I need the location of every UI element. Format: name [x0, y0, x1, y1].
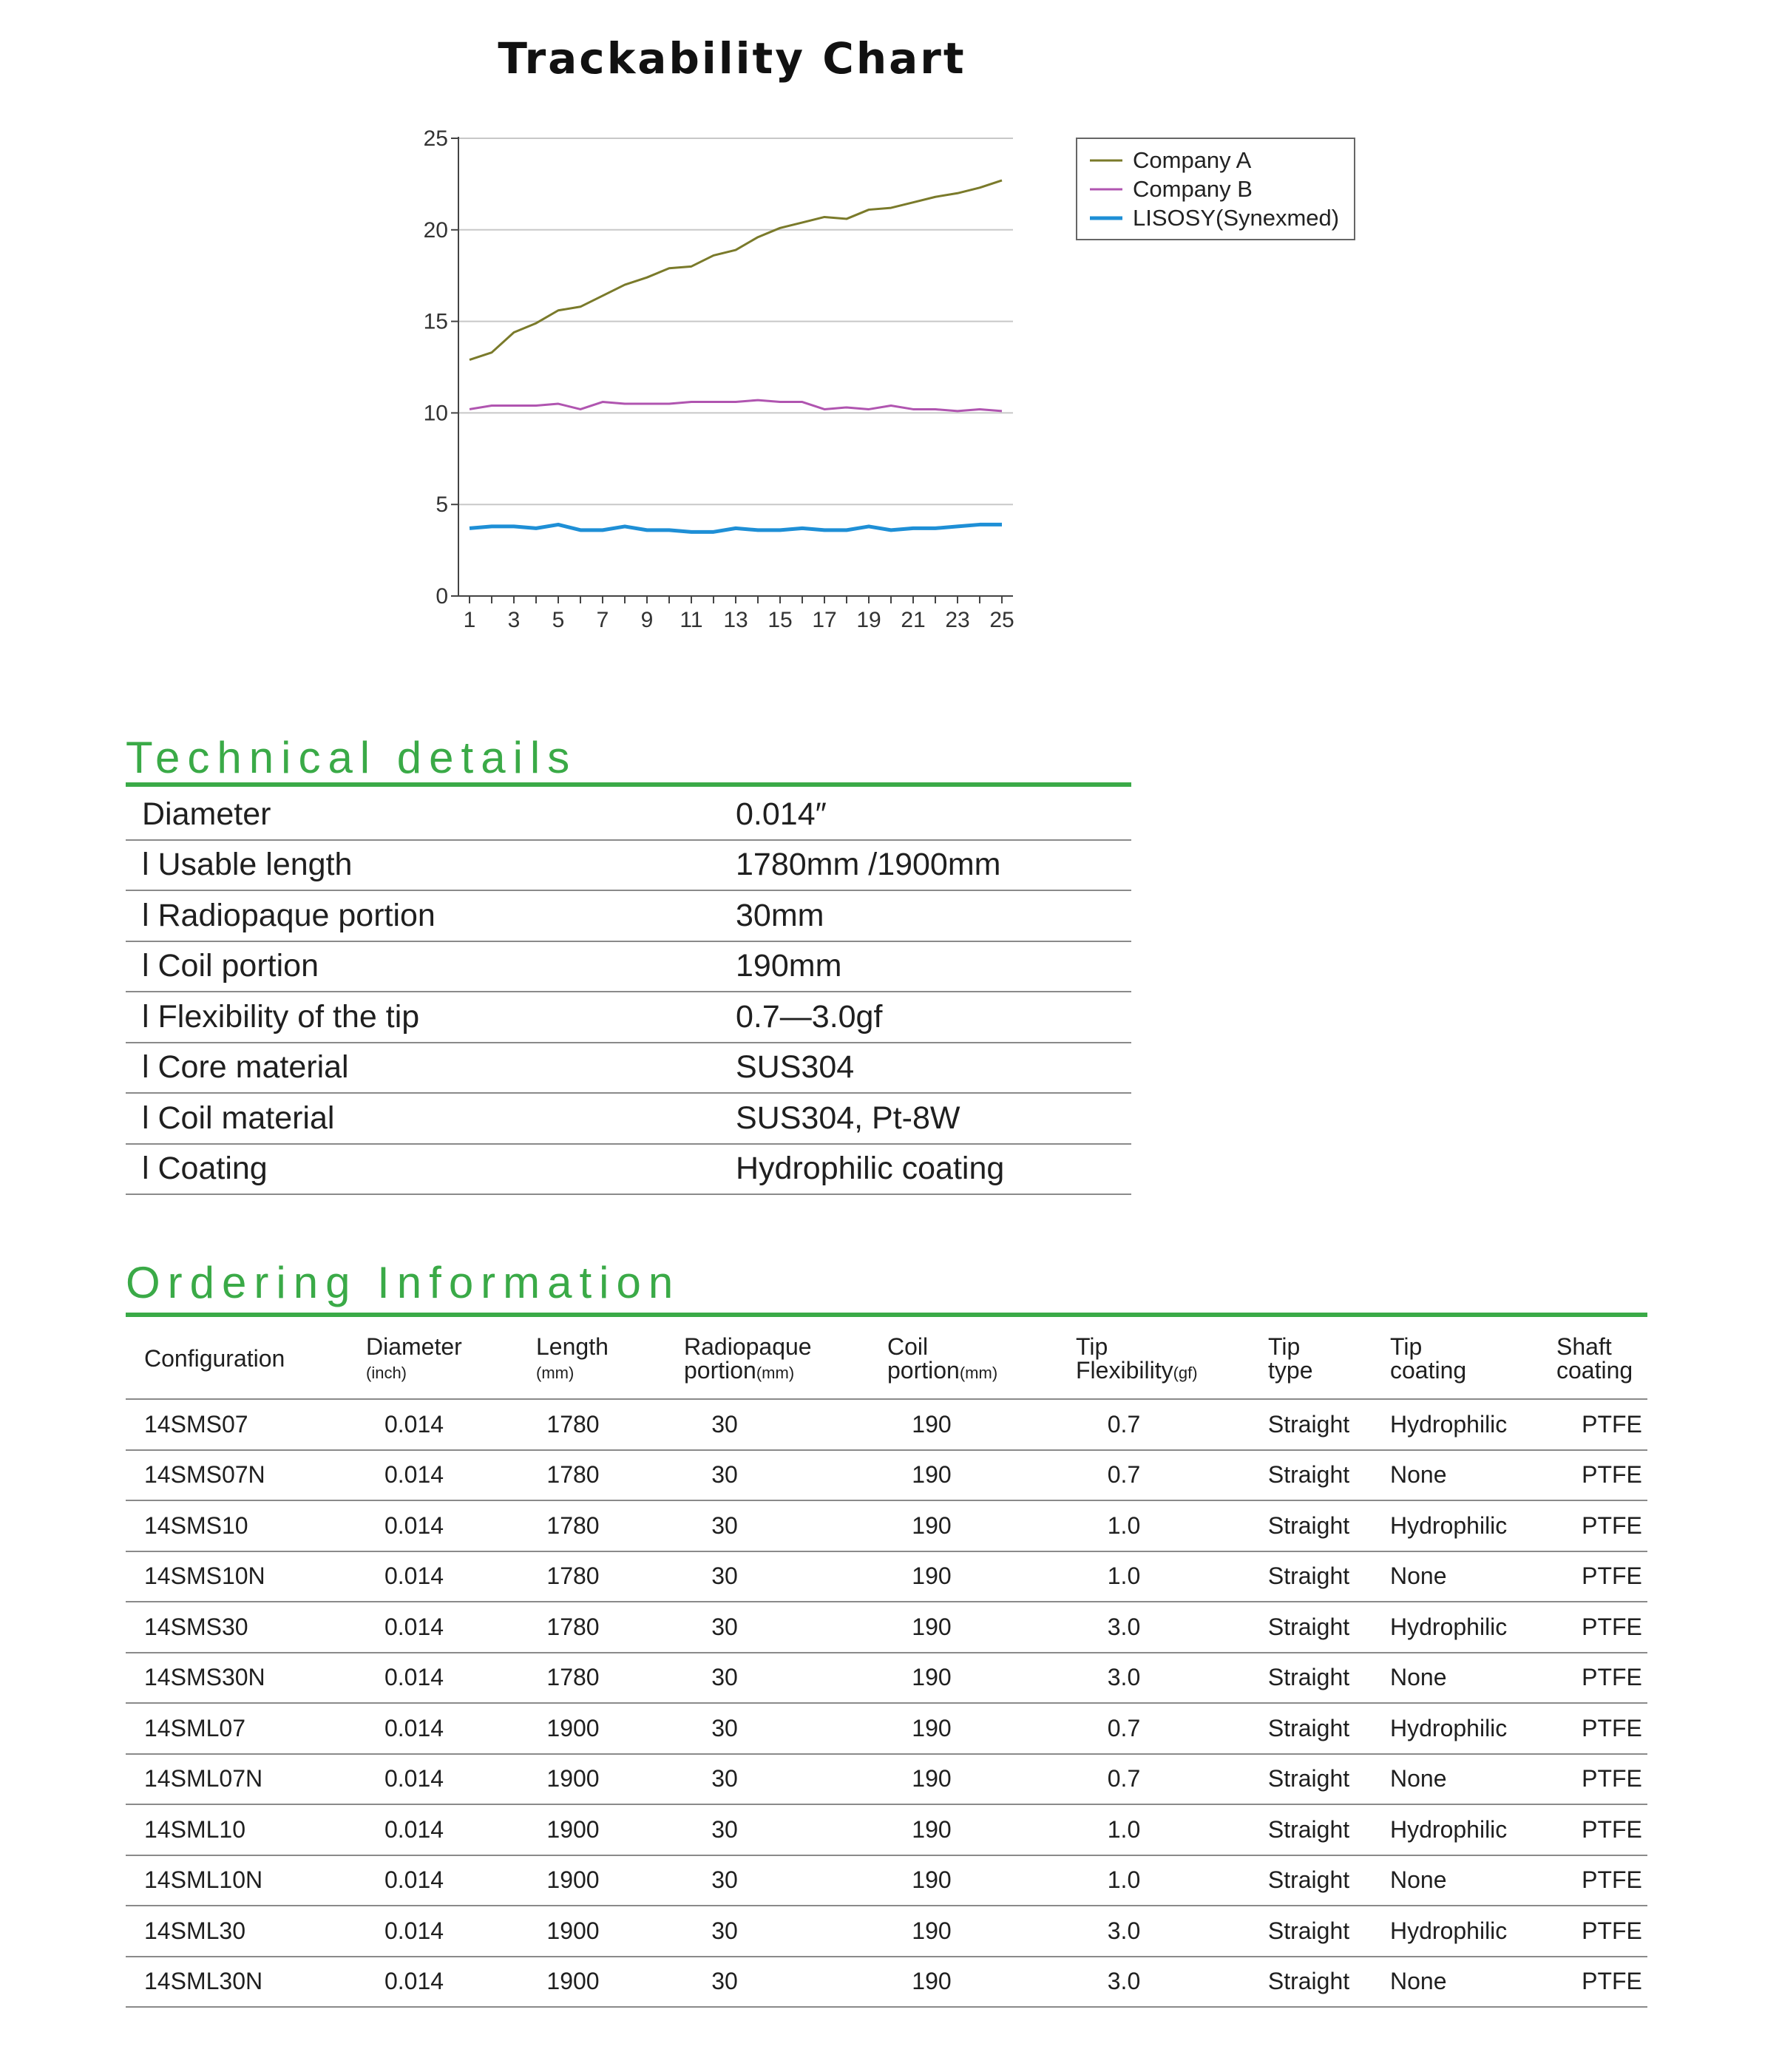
ordering-table — [126, 1320, 1647, 2008]
table-cell: 190 — [912, 1613, 952, 1640]
table-cell: 30 — [711, 1968, 738, 1995]
table-cell: 30 — [711, 1815, 738, 1843]
header-line: Tip — [1268, 1333, 1301, 1360]
x-tick-label: 11 — [680, 608, 703, 632]
header-line: Tip — [1076, 1333, 1108, 1360]
table-cell: 0.7 — [1107, 1714, 1141, 1741]
x-tick-label: 17 — [812, 608, 837, 632]
y-tick-label: 10 — [423, 401, 448, 426]
table-cell: 30 — [711, 1664, 738, 1691]
table-cell: 190 — [912, 1461, 952, 1489]
table-cell: Hydrophilic — [1390, 1714, 1508, 1741]
tech-label: l Usable length — [142, 847, 353, 883]
x-tick-label: 25 — [989, 608, 1014, 632]
technical-details-rule — [126, 782, 1131, 787]
table-cell: None — [1390, 1866, 1447, 1894]
table-cell: 0.014 — [384, 1968, 444, 1995]
legend-label: Company A — [1133, 147, 1252, 173]
tech-label: l Core material — [142, 1049, 349, 1086]
tech-row — [126, 841, 1131, 892]
table-cell: 14SML30 — [144, 1917, 245, 1944]
table-cell: PTFE — [1582, 1714, 1642, 1741]
table-cell: Straight — [1267, 1563, 1350, 1590]
table-cell: 30 — [711, 1765, 738, 1792]
table-row — [126, 1602, 1647, 1653]
tech-label: l Flexibility of the tip — [142, 998, 420, 1035]
table-cell: 0.7 — [1107, 1461, 1141, 1489]
table-cell: 30 — [711, 1461, 738, 1489]
ordering-header-cell — [887, 1335, 997, 1385]
ordering-header-cell — [144, 1347, 285, 1370]
table-cell: Straight — [1267, 1664, 1350, 1691]
series-line-2 — [470, 400, 1002, 411]
tech-row — [126, 1145, 1131, 1196]
table-cell: 1.0 — [1107, 1511, 1141, 1539]
table-cell: PTFE — [1582, 1461, 1642, 1489]
header-unit: (inch) — [366, 1364, 407, 1382]
table-cell: 30 — [711, 1714, 738, 1741]
header-line: Diameter — [366, 1333, 462, 1360]
tech-row — [126, 790, 1131, 841]
table-row — [126, 1704, 1647, 1755]
table-cell: 14SMS07N — [144, 1461, 265, 1489]
header-line-text: Flexibility — [1076, 1357, 1173, 1384]
x-tick-label: 19 — [856, 608, 881, 632]
table-cell: 0.014 — [384, 1917, 444, 1944]
table-row — [126, 1957, 1647, 2008]
table-cell: Straight — [1267, 1461, 1350, 1489]
header-line — [366, 1358, 462, 1385]
y-tick-label: 15 — [423, 309, 448, 334]
tech-label: l Coil portion — [142, 948, 319, 984]
table-cell: 1780 — [546, 1410, 600, 1438]
table-cell: 14SMS30 — [144, 1613, 248, 1640]
table-cell: 1900 — [546, 1765, 600, 1792]
table-cell: 190 — [912, 1917, 952, 1944]
table-cell: 3.0 — [1107, 1664, 1141, 1691]
table-cell: Hydrophilic — [1390, 1815, 1508, 1843]
table-cell: 0.014 — [384, 1714, 444, 1741]
table-row — [126, 1906, 1647, 1957]
x-tick-label: 1 — [463, 608, 476, 632]
series-line-1 — [470, 180, 1002, 360]
table-cell: PTFE — [1582, 1664, 1642, 1691]
x-tick-label: 5 — [552, 608, 565, 632]
tech-value: 190mm — [736, 948, 842, 984]
tech-label: l Coil material — [142, 1100, 335, 1136]
y-tick-label: 5 — [436, 492, 448, 518]
header-line — [1556, 1358, 1633, 1382]
table-cell: Straight — [1267, 1714, 1350, 1741]
table-cell: Straight — [1267, 1511, 1350, 1539]
table-cell: 1900 — [546, 1866, 600, 1894]
tech-label: Diameter — [142, 796, 271, 832]
table-cell: 1900 — [546, 1968, 600, 1995]
table-cell: 1.0 — [1107, 1866, 1141, 1894]
table-cell: 0.014 — [384, 1664, 444, 1691]
table-cell: 0.7 — [1107, 1765, 1141, 1792]
table-cell: 0.7 — [1107, 1410, 1141, 1438]
table-cell: PTFE — [1582, 1765, 1642, 1792]
table-cell: PTFE — [1582, 1511, 1642, 1539]
table-cell: 14SMS30N — [144, 1664, 265, 1691]
header-line-text: type — [1268, 1357, 1313, 1384]
table-cell: Hydrophilic — [1390, 1511, 1508, 1539]
table-cell: 14SMS07 — [144, 1410, 248, 1438]
header-line-text: coating — [1556, 1357, 1633, 1384]
table-cell: 190 — [912, 1866, 952, 1894]
table-cell: 30 — [711, 1563, 738, 1590]
table-cell: 1780 — [546, 1511, 600, 1539]
header-line: Configuration — [144, 1345, 285, 1372]
table-cell: PTFE — [1582, 1410, 1642, 1438]
ordering-information-title: Ordering Information — [126, 1258, 681, 1307]
chart-title: Trackability Chart — [498, 33, 966, 84]
header-line: Coil — [887, 1333, 929, 1360]
table-cell: 1780 — [546, 1664, 600, 1691]
table-row — [126, 1805, 1647, 1856]
table-cell: 190 — [912, 1664, 952, 1691]
ordering-header-cell — [1268, 1335, 1312, 1382]
table-cell: PTFE — [1582, 1968, 1642, 1995]
x-tick-label: 9 — [640, 608, 654, 632]
header-line: Tip — [1390, 1333, 1423, 1360]
table-cell: Straight — [1267, 1613, 1350, 1640]
table-cell: 14SML10 — [144, 1815, 245, 1843]
x-tick-label: 13 — [723, 608, 748, 632]
table-cell: 1900 — [546, 1815, 600, 1843]
table-cell: 30 — [711, 1917, 738, 1944]
header-line — [684, 1358, 812, 1385]
table-cell: 1780 — [546, 1613, 600, 1640]
table-cell: 1900 — [546, 1917, 600, 1944]
tech-label: l Coating — [142, 1151, 268, 1187]
table-cell: 190 — [912, 1410, 952, 1438]
ordering-header-cell — [684, 1335, 812, 1385]
table-cell: None — [1390, 1664, 1447, 1691]
table-cell: 0.014 — [384, 1866, 444, 1894]
tech-value: SUS304, Pt-8W — [736, 1100, 960, 1136]
table-row — [126, 1552, 1647, 1603]
table-cell: 1.0 — [1107, 1815, 1141, 1843]
table-cell: Straight — [1267, 1968, 1350, 1995]
table-cell: 30 — [711, 1613, 738, 1640]
x-tick-label: 23 — [945, 608, 970, 632]
table-cell: Straight — [1267, 1410, 1350, 1438]
header-unit: (mm) — [959, 1364, 998, 1382]
header-unit: (mm) — [536, 1364, 575, 1382]
table-cell: 14SMS10N — [144, 1563, 265, 1590]
technical-details-title: Technical details — [126, 733, 577, 782]
legend-label: LISOSY(Synexmed) — [1133, 205, 1340, 231]
ordering-header-cell — [366, 1335, 462, 1385]
legend-label: Company B — [1133, 176, 1253, 202]
table-cell: 30 — [711, 1410, 738, 1438]
x-tick-label: 15 — [767, 608, 793, 632]
table-cell: None — [1390, 1968, 1447, 1995]
header-line-text: portion — [887, 1357, 960, 1384]
header-line-text: portion — [684, 1357, 756, 1384]
table-cell: 190 — [912, 1714, 952, 1741]
y-tick-label: 20 — [423, 217, 448, 243]
table-cell: PTFE — [1582, 1917, 1642, 1944]
header-line: Shaft — [1556, 1333, 1612, 1360]
table-cell: 1900 — [546, 1714, 600, 1741]
ordering-header-cell — [1076, 1335, 1198, 1385]
table-cell: 1780 — [546, 1461, 600, 1489]
table-cell: 14SMS10 — [144, 1511, 248, 1539]
table-cell: PTFE — [1582, 1613, 1642, 1640]
table-cell: 0.014 — [384, 1461, 444, 1489]
header-line: Radiopaque — [684, 1333, 812, 1360]
table-cell: 1780 — [546, 1563, 600, 1590]
header-unit: (gf) — [1173, 1364, 1198, 1382]
tech-value: 30mm — [736, 897, 824, 933]
table-cell: PTFE — [1582, 1815, 1642, 1843]
table-cell: 190 — [912, 1563, 952, 1590]
table-cell: 14SML07 — [144, 1714, 245, 1741]
series-line-3 — [470, 524, 1002, 532]
y-tick-label: 0 — [436, 584, 448, 609]
ordering-header-cell — [1390, 1335, 1466, 1382]
header-line — [1268, 1358, 1312, 1382]
header-unit: (mm) — [756, 1364, 795, 1382]
table-cell: 0.014 — [384, 1511, 444, 1539]
table-cell: None — [1390, 1461, 1447, 1489]
x-tick-label: 3 — [507, 608, 521, 632]
table-cell: Hydrophilic — [1390, 1613, 1508, 1640]
table-cell: 0.014 — [384, 1815, 444, 1843]
table-cell: None — [1390, 1765, 1447, 1792]
table-cell: 30 — [711, 1511, 738, 1539]
header-line — [1076, 1358, 1198, 1385]
ordering-information-rule — [126, 1313, 1647, 1317]
tech-row — [126, 1094, 1131, 1145]
table-cell: 190 — [912, 1815, 952, 1843]
table-cell: 14SML07N — [144, 1765, 263, 1792]
table-row — [126, 1400, 1647, 1451]
table-cell: Hydrophilic — [1390, 1410, 1508, 1438]
header-line — [536, 1358, 609, 1385]
table-cell: Hydrophilic — [1390, 1917, 1508, 1944]
tech-value: 0.014″ — [736, 796, 827, 832]
table-cell: 14SML30N — [144, 1968, 263, 1995]
table-cell: 3.0 — [1107, 1613, 1141, 1640]
header-line — [887, 1358, 997, 1385]
table-cell: 14SML10N — [144, 1866, 263, 1894]
ordering-header-cell — [536, 1335, 609, 1385]
tech-row — [126, 1043, 1131, 1094]
table-cell: 30 — [711, 1866, 738, 1894]
table-cell: 0.014 — [384, 1765, 444, 1792]
table-cell: Straight — [1267, 1765, 1350, 1792]
tech-value: Hydrophilic coating — [736, 1151, 1005, 1187]
table-row — [126, 1856, 1647, 1907]
header-line — [1390, 1358, 1466, 1382]
header-line: Length — [536, 1333, 609, 1360]
tech-row — [126, 992, 1131, 1043]
y-tick-label: 25 — [423, 126, 448, 151]
trackability-chart — [0, 0, 1779, 666]
table-cell: 3.0 — [1107, 1968, 1141, 1995]
table-cell: PTFE — [1582, 1866, 1642, 1894]
table-cell: 0.014 — [384, 1613, 444, 1640]
table-cell: 1.0 — [1107, 1563, 1141, 1590]
header-line-text: coating — [1390, 1357, 1467, 1384]
table-row — [126, 1653, 1647, 1704]
table-cell: 190 — [912, 1968, 952, 1995]
table-cell: 0.014 — [384, 1410, 444, 1438]
tech-value: SUS304 — [736, 1049, 855, 1086]
table-cell: None — [1390, 1563, 1447, 1590]
table-cell: 190 — [912, 1511, 952, 1539]
table-row — [126, 1451, 1647, 1502]
tech-value: 0.7—3.0gf — [736, 998, 883, 1035]
table-cell: 0.014 — [384, 1563, 444, 1590]
x-tick-label: 7 — [596, 608, 609, 632]
x-tick-label: 21 — [901, 608, 926, 632]
table-cell: Straight — [1267, 1815, 1350, 1843]
table-row — [126, 1755, 1647, 1806]
ordering-header-row — [126, 1320, 1647, 1400]
tech-value: 1780mm /1900mm — [736, 847, 1001, 883]
table-cell: PTFE — [1582, 1563, 1642, 1590]
table-cell: 190 — [912, 1765, 952, 1792]
technical-details-table — [126, 790, 1131, 1195]
tech-label: l Radiopaque portion — [142, 897, 436, 933]
table-cell: Straight — [1267, 1866, 1350, 1894]
ordering-header-cell — [1556, 1335, 1633, 1382]
tech-row — [126, 891, 1131, 942]
table-row — [126, 1501, 1647, 1552]
tech-row — [126, 942, 1131, 993]
table-cell: 3.0 — [1107, 1917, 1141, 1944]
table-cell: Straight — [1267, 1917, 1350, 1944]
